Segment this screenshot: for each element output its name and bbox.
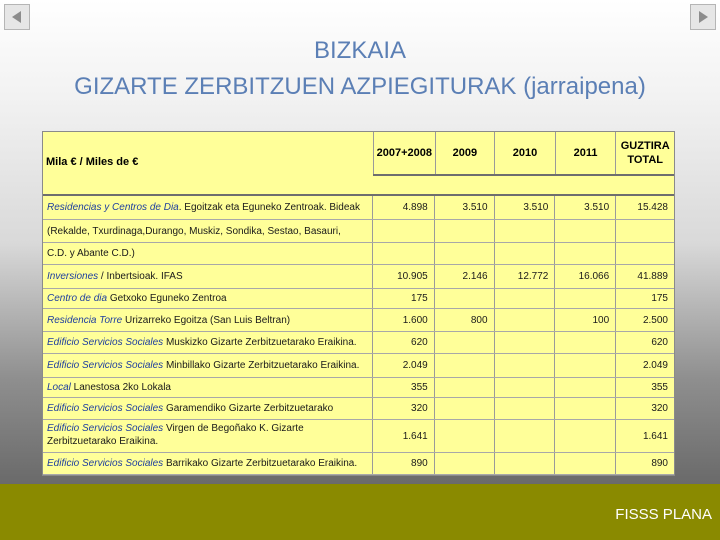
row-description [43, 453, 372, 474]
table-cell: 2.146 [434, 265, 494, 288]
table-row [43, 196, 674, 220]
table-cell [494, 453, 555, 474]
table-cell [554, 243, 615, 264]
unit-label: Mila € / Miles de € [46, 156, 139, 168]
footer-text: FISSS PLANA [615, 506, 712, 523]
table-cell: 890 [615, 453, 674, 474]
table-cell: 12.772 [494, 265, 555, 288]
table-cell: 320 [615, 398, 674, 419]
table-cell [554, 220, 615, 242]
row-description-spanish: Edificio Servicios Sociales [47, 458, 164, 469]
header-2009: 2009 [435, 132, 495, 174]
table-cell: 175 [615, 289, 674, 308]
table-cell: 355 [372, 378, 434, 397]
table-body [43, 194, 674, 475]
table-cell: 890 [372, 453, 434, 474]
slide-title-line2: GIZARTE ZERBITZUEN AZPIEGITURAK (jarraipena) [74, 73, 646, 100]
row-description [43, 309, 372, 331]
table-cell [554, 378, 615, 397]
row-description [43, 354, 372, 377]
table-cell: 1.641 [372, 420, 434, 452]
table-cell [434, 220, 494, 242]
row-description [43, 398, 372, 419]
table-row [43, 289, 674, 309]
table-cell [434, 289, 494, 308]
table-row [43, 354, 674, 378]
row-description-spanish: Residencia Torre [47, 315, 123, 326]
row-description-spanish: Edificio Servicios Sociales [47, 403, 164, 414]
table-cell: 355 [615, 378, 674, 397]
triangle-left-icon [9, 9, 25, 25]
table-row [43, 220, 674, 243]
row-description-spanish: Edificio Servicios Sociales [47, 423, 164, 434]
row-description-text: Muskizko Gizarte Zerbitzuetarako Eraikina. [163, 337, 357, 348]
row-description [43, 378, 372, 397]
row-description-text: Virgen de Begoñako K. Gizarte Zerbitzuetarako Eraikina. [47, 423, 304, 447]
table-cell [494, 220, 555, 242]
table-cell: 2.500 [615, 309, 674, 331]
table-cell [554, 354, 615, 377]
row-description-text: Urizarreko Egoitza (San Luis Beltran) [122, 315, 291, 326]
table-cell [554, 420, 615, 452]
row-description-text: / Inbertsioak. IFAS [98, 271, 183, 282]
table-cell: 10.905 [372, 265, 434, 288]
row-description [43, 420, 372, 452]
table-cell [494, 354, 555, 377]
table-cell [494, 289, 555, 308]
row-description [43, 332, 372, 353]
table-cell [554, 453, 615, 474]
row-description-spanish: Centro de dia [47, 293, 108, 304]
table-row [43, 265, 674, 289]
table-row [43, 453, 674, 475]
table-cell: 3.510 [494, 196, 555, 219]
table-cell [434, 420, 494, 452]
row-description-text: Minbillako Gizarte Zerbitzuetarako Eraikina. [163, 360, 360, 371]
table-cell: 41.889 [615, 265, 674, 288]
table-cell [494, 398, 555, 419]
row-description-spanish: Inversiones [47, 271, 99, 282]
table-cell [494, 420, 555, 452]
table-cell [554, 332, 615, 353]
row-description-text: Getxoko Eguneko Zentroa [107, 293, 227, 304]
table-cell: 4.898 [372, 196, 434, 219]
table-cell [372, 220, 434, 242]
table-cell [494, 332, 555, 353]
table-cell [434, 332, 494, 353]
footer-bar [0, 484, 720, 540]
row-description-spanish: Residencias y Centros de Dia [47, 202, 179, 213]
previous-slide-button[interactable] [4, 4, 30, 30]
row-description [43, 289, 372, 308]
table-cell [554, 398, 615, 419]
table-cell [434, 354, 494, 377]
table-cell [615, 243, 674, 264]
header-2010: 2010 [494, 132, 555, 174]
table-cell [554, 289, 615, 308]
row-description-text: C.D. y Abante C.D.) [47, 248, 135, 259]
investment-table [42, 131, 675, 476]
table-cell: 620 [615, 332, 674, 353]
table-cell: 16.066 [554, 265, 615, 288]
table-cell: 3.510 [554, 196, 615, 219]
row-description-text: (Rekalde, Txurdinaga,Durango, Muskiz, Sondika, Sestao, Basauri, [47, 226, 341, 237]
slide-title-line1: BIZKAIA [313, 37, 407, 64]
table-cell: 800 [434, 309, 494, 331]
row-description-spanish: Edificio Servicios Sociales [47, 337, 164, 348]
next-slide-button[interactable] [690, 4, 716, 30]
row-description [43, 243, 372, 264]
row-description [43, 196, 372, 219]
table-cell: 15.428 [615, 196, 674, 219]
row-description [43, 265, 372, 288]
triangle-right-icon [695, 9, 711, 25]
header-2011: 2011 [555, 132, 616, 174]
table-header [373, 132, 674, 176]
table-cell [434, 398, 494, 419]
table-cell: 1.641 [615, 420, 674, 452]
table-row [43, 243, 674, 265]
table-cell [494, 309, 555, 331]
table-cell: 620 [372, 332, 434, 353]
table-cell: 320 [372, 398, 434, 419]
row-description-spanish: Local [47, 382, 71, 393]
table-row [43, 332, 674, 354]
table-row [43, 398, 674, 420]
table-cell [434, 243, 494, 264]
row-description [43, 220, 372, 242]
table-cell: 100 [554, 309, 615, 331]
row-description-text: Lanestosa 2ko Lokala [70, 382, 171, 393]
header-total-label: GUZTIRA TOTAL [620, 140, 670, 166]
table-cell: 1.600 [372, 309, 434, 331]
table-cell: 2.049 [615, 354, 674, 377]
row-description-text: Barrikako Gizarte Zerbitzuetarako Eraikina. [163, 458, 358, 469]
table-cell [434, 453, 494, 474]
table-cell: 2.049 [372, 354, 434, 377]
table-cell: 175 [372, 289, 434, 308]
table-cell [434, 378, 494, 397]
header-2007-2008: 2007+2008 [373, 132, 435, 174]
table-cell [494, 378, 555, 397]
row-description-text: . Egoitzak eta Eguneko Zentroak. Bideak [178, 202, 360, 213]
row-description-text: Garamendiko Gizarte Zerbitzuetarako [165, 403, 334, 414]
table-cell [372, 243, 434, 264]
row-description-spanish: Edificio Servicios Sociales [47, 360, 164, 371]
table-cell [615, 220, 674, 242]
table-cell [494, 243, 555, 264]
table-cell: 3.510 [434, 196, 494, 219]
table-row [43, 420, 674, 453]
header-total [615, 132, 674, 174]
table-row [43, 378, 674, 398]
table-row [43, 309, 674, 332]
